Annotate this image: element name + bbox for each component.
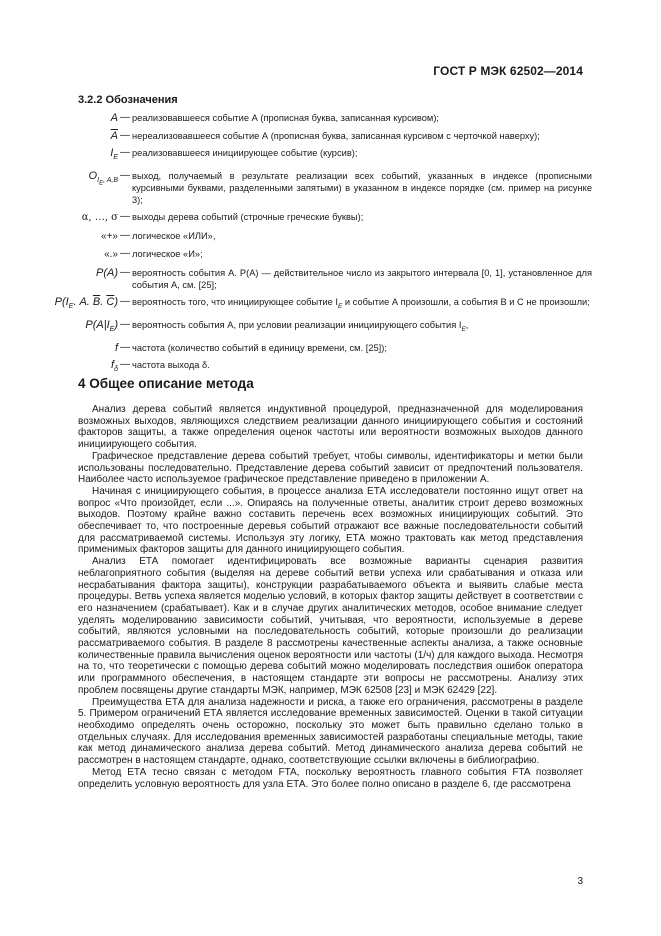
definition-symbol — [0, 170, 118, 190]
symbol-base: α, …, σ — [81, 212, 118, 224]
subscript-sub: E — [99, 180, 104, 187]
definition-text: логическое «ИЛИ», — [132, 230, 216, 241]
subsection-title: 3.2.2 Обозначения — [78, 94, 178, 106]
definition-text: нереализовавшееся событие А (прописная буква, записанная курсивом с черточкой наверху); — [132, 130, 540, 141]
overline-symbol: $\overline{A}$ — [110, 129, 118, 142]
symbol-base: P(A|I — [85, 318, 110, 331]
text-subscript: E — [461, 325, 466, 333]
em-dash: — — [120, 359, 130, 371]
section-heading: 4 Общее описание метода — [78, 376, 254, 391]
symbol-base: «.» — [104, 249, 118, 261]
em-dash: — — [120, 318, 130, 330]
definition-item — [0, 147, 661, 164]
definition-text: выходы дерева событий (строчные греческие буквы); — [132, 212, 364, 223]
em-dash: — — [120, 211, 130, 223]
definition-symbol — [0, 130, 118, 142]
definition-text: частота выхода δ. — [132, 360, 210, 371]
subscript-base: I — [97, 176, 100, 184]
definition-item — [0, 296, 661, 313]
definition-item — [0, 112, 661, 124]
symbol-base: «+» — [101, 230, 118, 242]
symbol-base: I — [110, 147, 114, 159]
em-dash: — — [120, 341, 130, 353]
paragraph: Преимущества ЕТА для анализа надежности и риска, а также его ограничения, рассмотрены в разделе 5. Примером ограничений ЕТА является исследование временных зависимостей. Оценки в такой ситуации необходимо определять очень осторожно, поскольку это может быть правильно сделано только в отдельных случаях. Для исследования временных зависимостей разработаны специальные методы, такие как метод динамического анализа дерева событий. Метод динамического анализа дерева событий не рассмотрен в настоящем стандарте, однако, соответствующие ссылки включены в библиографию. — [78, 696, 583, 767]
symbol-subscript: E — [109, 326, 115, 334]
symbol-subscript: E — [113, 154, 118, 162]
em-dash: — — [120, 296, 130, 308]
definition-symbol — [0, 359, 118, 376]
em-dash: — — [120, 248, 130, 260]
overline-symbol: $\overline{C}$ — [106, 296, 115, 309]
definition-text: логическое «И»; — [132, 249, 203, 260]
definition-text — [132, 296, 592, 313]
symbol-subscript: δ — [114, 366, 118, 374]
symbol-subscript: E — [68, 303, 74, 311]
definition-text: частота (количество событий в единицу времени, см. [25]); — [132, 342, 387, 353]
definition-item — [0, 267, 661, 291]
definition-text — [132, 319, 592, 336]
overline-symbol: $\overline{B}$ — [92, 296, 101, 309]
page-number: 3 — [577, 876, 583, 887]
definition-symbol: $P(I_E$. A. $\overline{B}$. $\overline{C}$) — [54, 296, 118, 311]
text-subscript: E — [337, 303, 343, 311]
definition-item — [0, 342, 661, 354]
paragraph: Метод ЕТА тесно связан с методом FTA, поскольку вероятность главного события FTA позволяет определить условную вероятность для узла ЕТА. Это более полно описано в разделе 6, где рассмотрена — [78, 766, 583, 790]
definition-text: реализовавшееся событие А (прописная буква, записанная курсивом); — [132, 113, 440, 123]
paragraph: Графическое представление дерева событий требует, чтобы символы, идентификаторы и метки были использованы последовательно. Представление дерева событий зависит от предпочтений пользователя. Наиболее часто используемое графическое представление приведено в приложении А. — [78, 450, 583, 486]
symbol-subscript — [97, 176, 118, 187]
definition-symbol — [0, 248, 118, 261]
section-body — [78, 404, 583, 790]
definition-text-part: вероятность того, что инициирующее событие I — [132, 297, 338, 308]
symbol-base: O — [88, 169, 98, 182]
definition-text-part: , — [465, 319, 469, 330]
subscript-tail: , A,B — [103, 176, 118, 184]
definition-item — [0, 359, 661, 376]
definition-text-part: и событие А произошли, а события В и С не произошли; — [342, 297, 590, 308]
em-dash: — — [120, 229, 130, 241]
symbol-base: f — [111, 359, 115, 372]
definition-symbol: A — [110, 112, 118, 124]
definition-text: выход, получаемый в результате реализации всех событий, указанных в индексе (прописными курсивными буквами, разделенными запятыми) в указанном в индексе порядке (см. пример на рисунке 3); — [132, 170, 592, 205]
definition-item — [0, 248, 661, 261]
symbol-base: P(I — [54, 296, 69, 309]
definition-symbol: $P(A|I_E)$ — [85, 318, 118, 334]
definition-symbol: P(A) — [96, 266, 118, 279]
em-dash: — — [120, 129, 130, 141]
definition-item — [0, 319, 661, 336]
em-dash: — — [120, 112, 130, 123]
paragraph: Начиная с инициирующего события, в процессе анализа ЕТА исследователи постоянно ищут ответ на вопрос «Что произойдет, если ...». Опираясь на полученные ответы, аналитик строит дерево возможных выходов. Поэтому крайне важно составить перечень всех возможных инициирующих событий. Это обеспечивает то, что построенные деревья событий отражают все важные последовательности событий для рассматриваемой системы. Используя эту логику, ЕТА можно трактовать как метод представления применимых факторов защиты для данного инициирующего события. — [78, 485, 583, 556]
definition-text-part: вероятность события А, при условии реализации инициирующего события I — [132, 319, 462, 330]
paragraph: Анализ ЕТА помогает идентифицировать все возможные варианты сценария развития неблагоприятного события (выделяя на дереве событий ветви успеха или срабатывания и отказа или несрабатывания фактора защиты), конструкции разрабатываемого объекта и выявить слабые места процедуры. Ветвь успеха является моделью условий, в которых фактор защиты действует в соответствии с его назначением (срабатывает). Как и в случае других аналитических методов, особое внимание следует уделять моделированию зависимости событий, учитывая, что вероятности, используемые в дереве событий, являются условными на последовательность событий, которые произошли до реализации рассматриваемого события. В разделе 8 рассмотрены качественные аспекты анализа, а также основные количественные правила вычисления оценок вероятности или частоты (1/ч) для каждого выхода. Несмотря на то, что теоретически с помощью дерева событий можно моделировать последствия ошибок оператора или программного обеспечения, в настоящем стандарте эти вопросы не рассмотрены. Анализу этих проблем посвящены другие стандарты МЭК, например, МЭК 62508 [23] и МЭК 62429 [22]. — [78, 556, 583, 696]
document-header: ГОСТ Р МЭК 62502—2014 — [433, 64, 583, 78]
definition-item — [0, 130, 661, 142]
em-dash: — — [120, 266, 130, 278]
em-dash: — — [120, 169, 130, 181]
definition-item — [0, 211, 661, 224]
definition-text: вероятность события А. P(A) — действительное число из закрытого интервала [0, 1], установленное для события А, см. [25]; — [132, 267, 592, 290]
paragraph: Анализ дерева событий является индуктивной процедурой, предназначенной для моделирования возможных выходов, являющихся следствием реализации данного инициирующего события и состояний факторов защиты, а также определения оценок частоты или вероятности возможных выходов данного инициирующего события. — [78, 404, 583, 451]
definition-symbol — [0, 211, 118, 224]
definition-item — [0, 230, 661, 243]
definition-symbol: f — [114, 341, 118, 354]
definition-item — [0, 170, 661, 206]
em-dash: — — [120, 147, 130, 158]
definition-text: реализовавшееся инициирующее событие (курсив); — [132, 148, 358, 158]
definitions-list — [0, 112, 661, 382]
definition-symbol — [0, 230, 118, 243]
definition-symbol — [0, 147, 118, 164]
